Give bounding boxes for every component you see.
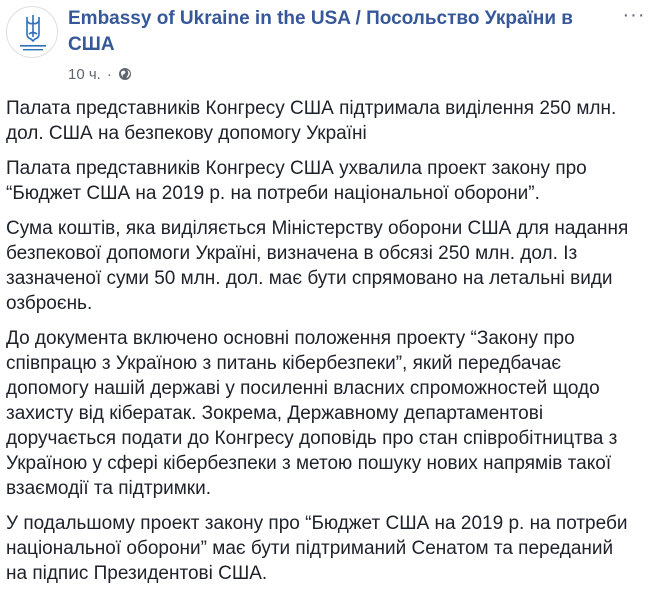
- post-paragraph: Палата представників Конгресу США підтримала виділення 250 млн. дол. США на безпекову допомогу Україні: [6, 98, 617, 144]
- page-avatar[interactable]: [6, 6, 58, 58]
- meta-separator: ·: [106, 65, 112, 83]
- post-timestamp[interactable]: 10 ч.: [68, 65, 101, 83]
- more-options-icon[interactable]: ···: [622, 4, 646, 26]
- globe-icon[interactable]: [118, 67, 132, 81]
- post-header: [0, 0, 652, 92]
- post-paragraph: До документа включено основні положення проекту “Закону про співпрацю з Україною з питань кібербезпеки”, який передбачає допомогу нашій державі у посиленні власних спроможностей щодо захисту від кібератак. Зокрема, Державному департаментові доручається подати до Конгресу доповідь про стан співробітництва з Україною у сфері кібербезпеки з метою пошуку нових напрямів такої взаємодії та підтримки.: [6, 328, 618, 499]
- ukraine-trident-emblem-icon: [7, 7, 58, 58]
- post-paragraph: Сума коштів, яка виділяється Міністерству оборони США для надання безпекової допомоги Україні, визначена в обсязі 250 млн. дол. Із зазначеної суми 50 млн. дол. має бути спрямовано на летальні види озброєнь.: [6, 218, 629, 314]
- post-paragraph: Палата представників Конгресу США ухвалила проект закону про “Бюджет США на 2019 р. на потреби національної оборони”.: [6, 158, 587, 204]
- post-meta: [68, 64, 132, 84]
- post-body: [6, 96, 636, 596]
- post-paragraph: У подальшому проект закону про “Бюджет США на 2019 р. на потреби національної оборони” має бути підтриманий Сенатом та переданий на підпис Президентові США.: [6, 513, 628, 584]
- page-name-link[interactable]: Embassy of Ukraine in the USA / Посольство України в США: [68, 8, 573, 55]
